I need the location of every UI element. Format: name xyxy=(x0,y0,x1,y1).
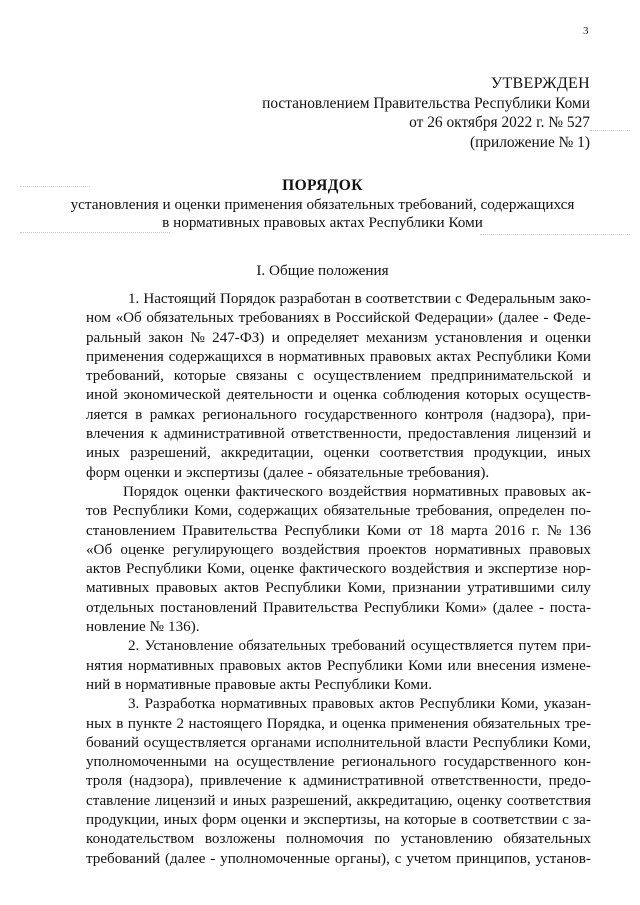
approval-line: (приложение № 1) xyxy=(469,133,590,151)
text-line: бований осуществляется органами исполнительной власти Республики Коми, xyxy=(86,734,591,751)
text-line: ляется в рамках регионального государственного контроля (надзора), при- xyxy=(86,406,591,423)
text-line: отдельных постановлений Правительства Республики Коми» (далее - поста- xyxy=(86,599,591,616)
text-line: Порядок оценки фактического воздействия нормативных правовых ак- xyxy=(123,483,591,500)
text-line: мативных правовых актов Республики Коми, признании утратившими силу xyxy=(86,580,591,597)
text-line: троля (надзора), привлечение к административной ответственности, предо- xyxy=(86,773,591,790)
title-subtitle: установления и оценки применения обязательных требований, содержащихся xyxy=(70,196,575,213)
text-line: новление № 136). xyxy=(86,619,200,636)
approval-block xyxy=(262,74,590,152)
text-line: иной экономической деятельности и оценка соблюдения которых осуществ- xyxy=(86,387,591,404)
text-line: продукции, иных форм оценки и экспертизы, на которые в соответствии с за- xyxy=(86,812,591,829)
scan-noise xyxy=(590,130,630,133)
text-line: ных в пункте 2 настоящего Порядка, и оценка применения обязательных тре- xyxy=(86,715,591,732)
text-line: влечения к административной ответственности, предоставления лицензий и xyxy=(86,426,591,443)
text-line: ном «Об обязательных требованиях в Российской Федерации» (далее - Феде- xyxy=(86,310,591,327)
approval-line: от 26 октября 2022 г. № 527 xyxy=(409,114,590,131)
scan-noise xyxy=(480,234,630,237)
title-heading: ПОРЯДОК xyxy=(282,177,363,194)
text-line: ральный закон № 247-ФЗ) и определяет механизм установления и оценки xyxy=(86,329,591,346)
text-line: иных разрешений, аккредитации, оценки соответствия продукции, иных xyxy=(86,445,591,462)
title-subtitle: в нормативных правовых актах Республики Коми xyxy=(162,214,483,231)
text-line: 3. Разработка нормативных правовых актов Республики Коми, указан- xyxy=(128,696,591,713)
approval-line: постановлением Правительства Республики Коми xyxy=(262,94,590,112)
body-text xyxy=(86,290,591,869)
text-line: ний в нормативные правовые акты Республики Коми. xyxy=(86,676,432,693)
page-number: 3 xyxy=(583,25,589,37)
text-line: тов Республики Коми, содержащих обязательные требования, определен по- xyxy=(86,503,591,520)
text-line: «Об оценке регулирующего воздействия проектов нормативных правовых xyxy=(86,541,591,558)
text-line: 2. Установление обязательных требований осуществляется путем при- xyxy=(128,638,591,655)
text-line: требований (далее - уполномоченные органы), с учетом принципов, установ- xyxy=(86,850,591,867)
text-line: актов Республики Коми, оценке фактического воздействия и экспертизе нор- xyxy=(86,561,591,578)
approval-line: УТВЕРЖДЕН xyxy=(490,75,590,92)
text-line: конодательством возложены полномочия по установлению обязательных xyxy=(86,831,591,848)
text-line: 1. Настоящий Порядок разработан в соответствии с Федеральным зако- xyxy=(128,291,591,307)
section-heading: I. Общие положения xyxy=(256,262,389,279)
text-line: ставление лицензий и иных разрешений, аккредитацию, оценку соответствия xyxy=(86,792,591,809)
text-line: уполномоченными на осуществление регионального государственного кон- xyxy=(86,754,591,771)
scan-noise xyxy=(20,232,170,235)
text-line: форм оценки и экспертизы (далее - обязательные требования). xyxy=(86,464,490,481)
text-line: нятия нормативных правовых актов Республики Коми или внесения измене- xyxy=(86,657,591,674)
text-line: требований, которые связаны с осуществлением предпринимательской и xyxy=(86,368,591,385)
text-line: применения содержащихся в нормативных правовых актах Республики Коми xyxy=(86,348,591,365)
text-line: становлением Правительства Республики Коми от 18 марта 2016 г. № 136 xyxy=(86,522,591,539)
document-title xyxy=(60,176,585,232)
